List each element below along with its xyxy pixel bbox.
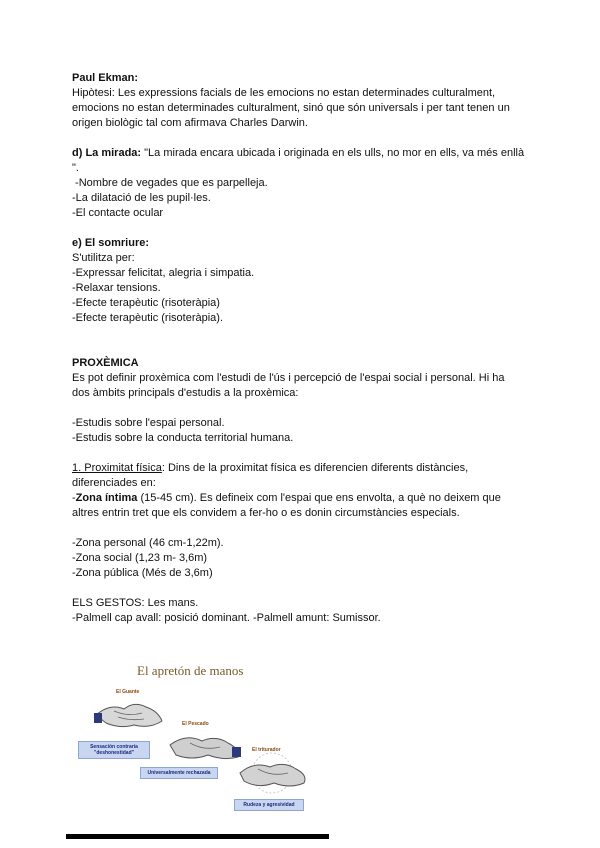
zona-item: -Zona social (1,23 m- 3,6m) (72, 552, 208, 564)
zona-intima-text: altres entrin tret que els convidem a fer-ho o es donin circumstàncies especials. (72, 507, 460, 519)
zona-item: -Zona personal (46 cm-1,22m). (72, 537, 224, 549)
zona-intima-label: Zona íntima (75, 492, 138, 504)
gestos-line: -Palmell cap avall: posició dominant. -Palmell amunt: Sumissor. (72, 612, 381, 624)
mirada-item: -Nombre de vegades que es parpelleja. (72, 177, 268, 189)
handshake-pescado-icon (166, 727, 242, 763)
mirada-quote-end: ". (72, 162, 79, 174)
somriure-item: -Efecte terapèutic (risoteràpia) (72, 297, 220, 309)
zona-intima-line: -Zona íntima (15-45 cm). Es defineix com l'espai que ens envolta, a què no deixem que (72, 492, 501, 504)
ekman-line: origen biològic tal com afirmava Charles Darwin. (72, 117, 308, 129)
handshake-guante-icon (94, 695, 164, 731)
proxemica-ambit: -Estudis sobre l'espai personal. (72, 417, 225, 429)
figure-title: El apretón de manos (137, 663, 244, 678)
somriure-item: S'utilitza per: (72, 252, 135, 264)
ekman-line: Hipòtesi: Les expressions facials de les emocions no estan determinades culturalment, (72, 87, 496, 99)
proximitat-line (72, 461, 542, 476)
zona-item: -Zona pública (Més de 3,6m) (72, 567, 213, 579)
gestos-line: ELS GESTOS: Les mans. (72, 597, 199, 609)
handshake-figure (82, 655, 322, 815)
ekman-heading: Paul Ekman: (72, 72, 139, 84)
label-triturador: El triturador (252, 747, 281, 753)
proximitat-text: : Dins de la proximitat física es diferencien diferents distàncies, (161, 462, 469, 474)
handshake-triturador-icon (232, 751, 312, 795)
box-pescado: Universalmente rechazada (140, 767, 218, 779)
somriure-item: -Efecte terapèutic (risoteràpia). (72, 312, 224, 324)
bottom-rule (66, 834, 329, 839)
document-body (72, 71, 542, 626)
label-pescado: El Pescado (182, 721, 209, 727)
somriure-item: -Expressar felicitat, alegria i simpatia. (72, 267, 255, 279)
mirada-quote: "La mirada encara ubicada i originada en els ulls, no mor en ells, va més enllà (141, 147, 525, 159)
proxemica-intro: Es pot definir proxèmica com l'estudi de l'ús i percepció de l'espai social i personal. Hi ha (72, 372, 505, 384)
box-guante: Sensación contraria "deshonestidad" (78, 741, 150, 759)
ekman-line: emocions no estan determinades culturalment, sinó que són universals i per tant tenen un (72, 102, 510, 114)
zona-intima-text: (15-45 cm). Es defineix com l'espai que ens envolta, a què no deixem que (137, 492, 501, 504)
mirada-heading: d) La mirada: (72, 147, 142, 159)
box-triturador: Rudeza y agresividad (234, 799, 304, 811)
proximitat-label: 1. Proximitat física (72, 462, 162, 474)
proxemica-intro: dos àmbits principals d'estudis a la proxèmica: (72, 387, 299, 399)
proxemica-ambit: -Estudis sobre la conducta territorial humana. (72, 432, 294, 444)
mirada-line (72, 146, 542, 161)
proximitat-text: diferenciades en: (72, 477, 156, 489)
label-guante: El Guante (116, 689, 140, 695)
mirada-item: -El contacte ocular (72, 207, 164, 219)
somriure-heading: e) El somriure: (72, 237, 150, 249)
proxemica-heading: PROXÈMICA (72, 357, 139, 369)
mirada-item: -La dilatació de les pupil·les. (72, 192, 211, 204)
somriure-item: -Relaxar tensions. (72, 282, 161, 294)
